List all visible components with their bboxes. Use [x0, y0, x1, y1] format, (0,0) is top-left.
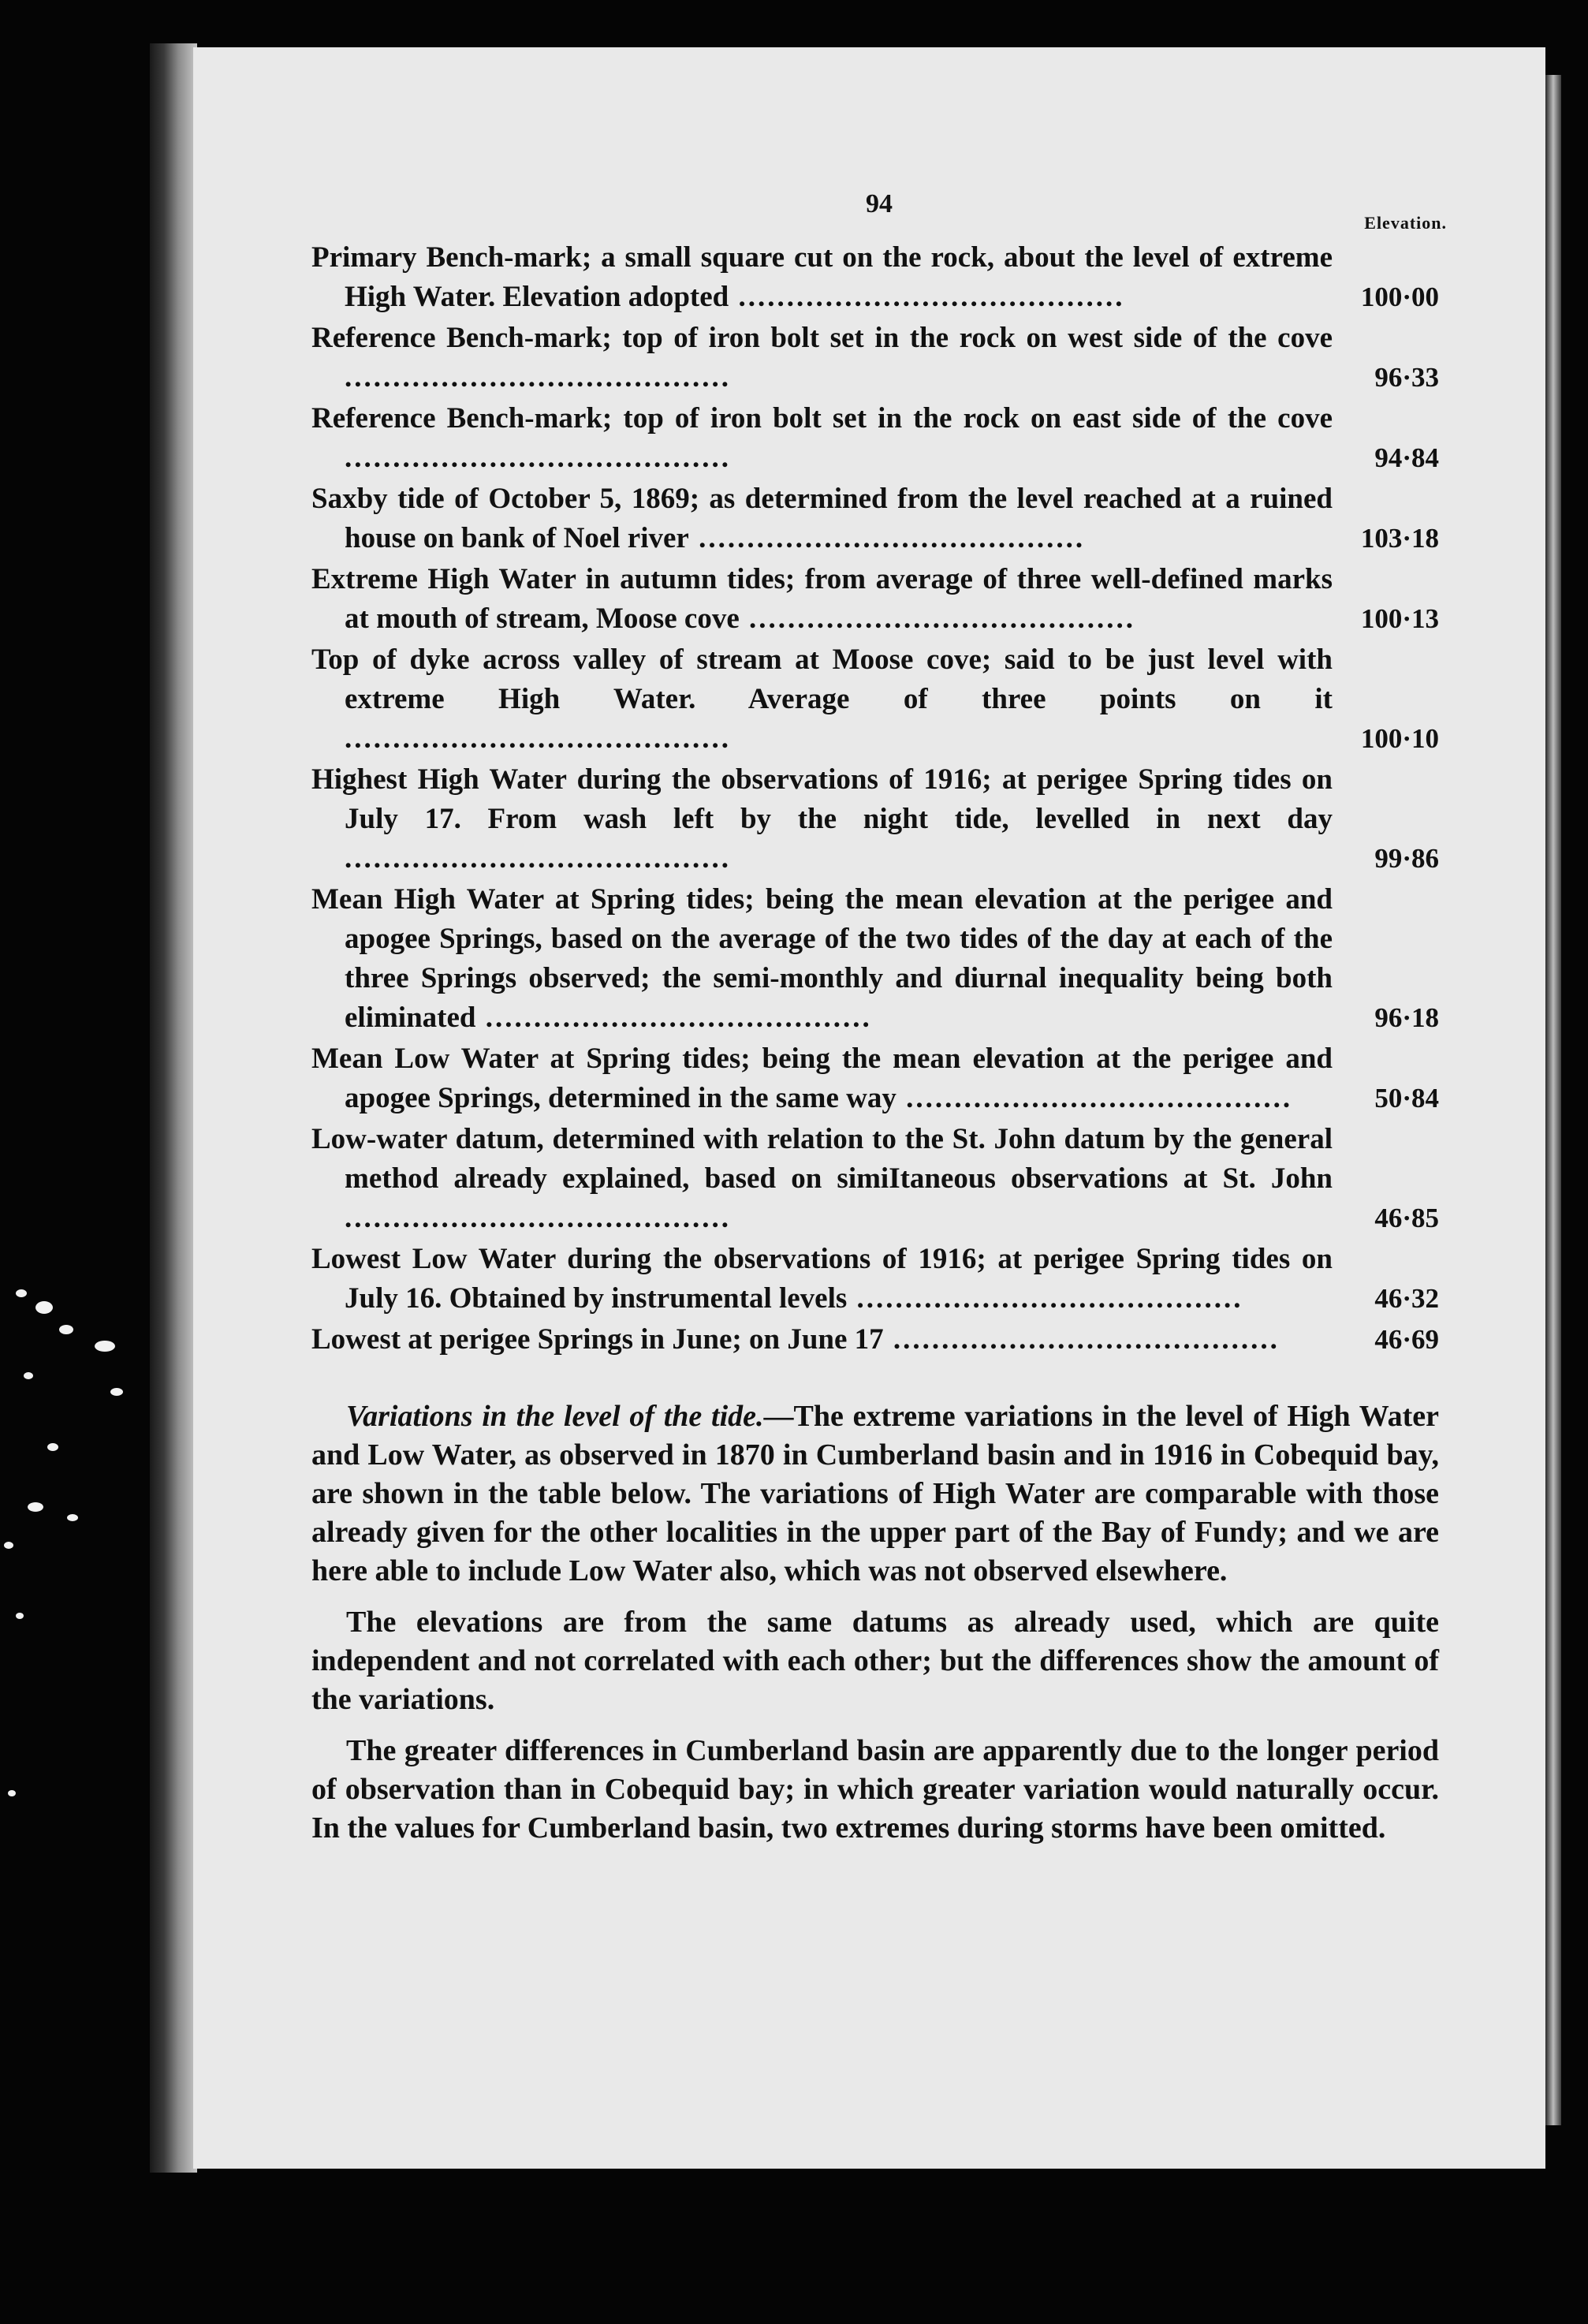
row-elevation: 46·69 — [1374, 1324, 1439, 1355]
page-number: 94 — [866, 189, 893, 218]
dot-leader: ........................................ — [345, 361, 731, 394]
table-row — [311, 1320, 1439, 1360]
table-row — [311, 479, 1439, 558]
row-description: Lowest Low Water during the observations of 1916; at perigee Spring tides on July 16. Obtained by instrumental levels ........................................ — [311, 1243, 1333, 1315]
page-content — [311, 189, 1447, 1860]
scan-speck — [47, 1443, 58, 1451]
elevation-column-header: Elevation. — [1364, 213, 1447, 233]
dot-leader: ........................................ — [475, 1002, 872, 1034]
scan-speck — [4, 1542, 13, 1549]
scan-speck — [28, 1502, 43, 1512]
paragraph-differences: The greater differences in Cumberland basin are apparently due to the longer period of observation than in Cobequid bay; in which greater variation would naturally occur. In the values for Cumberland basin, two extremes during storms have been omitted. — [311, 1734, 1439, 1845]
scan-speck — [95, 1341, 115, 1352]
table-row — [311, 1120, 1439, 1238]
dot-leader: ........................................ — [345, 842, 731, 875]
row-description: Top of dyke across valley of stream at Moose cove; said to be just level with extreme High Water. Average of three points on it ........................................ — [311, 643, 1333, 755]
table-row — [311, 880, 1439, 1038]
table-row — [311, 1240, 1439, 1319]
table-row — [311, 238, 1439, 317]
row-description: Lowest at perigee Springs in June; on June 17 ........................................ — [311, 1323, 1280, 1356]
dot-leader: ........................................ — [345, 722, 731, 755]
row-elevation: 99·86 — [1374, 843, 1439, 874]
paragraph-variations — [311, 1397, 1439, 1591]
book-binding — [150, 43, 197, 2173]
scan-speck — [110, 1388, 123, 1396]
row-description: Mean High Water at Spring tides; being the mean elevation at the perigee and apogee Springs, based on the average of the two tides of the day at each of the three Springs observed; the semi-monthly and diurnal inequality being both eliminated ........................................ — [311, 883, 1333, 1034]
row-description: Primary Bench-mark; a small square cut on the rock, about the level of extreme High Water. Elevation adopted ........................................ — [311, 241, 1333, 313]
row-description: Reference Bench-mark; top of iron bolt set in the rock on west side of the cove ........................................ — [311, 322, 1333, 394]
scan-speck — [24, 1372, 33, 1379]
scan-speck — [8, 1790, 16, 1796]
row-description: Saxby tide of October 5, 1869; as determined from the level reached at a ruined house on bank of Noel river ........................................ — [311, 483, 1333, 554]
dot-leader: ........................................ — [883, 1323, 1280, 1356]
table-row — [311, 399, 1439, 478]
table-row — [311, 1039, 1439, 1118]
row-description: Extreme High Water in autumn tides; from average of three well-defined marks at mouth of stream, Moose cove ........................................ — [311, 563, 1333, 635]
row-elevation: 100·13 — [1360, 603, 1439, 634]
scan-speck — [35, 1301, 53, 1314]
row-elevation: 94·84 — [1374, 442, 1439, 473]
paragraph-datums: The elevations are from the same datums as already used, which are quite independent and not correlated with each other; but the differences show the amount of the variations. — [311, 1606, 1439, 1716]
row-elevation: 100·00 — [1360, 282, 1439, 312]
row-description: Low-water datum, determined with relation to the St. John datum by the general method already explained, based on simiItaneous observations at St. John ........................................ — [311, 1123, 1333, 1234]
row-description: Mean Low Water at Spring tides; being the mean elevation at the perigee and apogee Springs, determined in the same way ........................................ — [311, 1043, 1333, 1114]
row-description: Highest High Water during the observations of 1916; at perigee Spring tides on July 17. From wash left by the night tide, levelled in next day ........................................ — [311, 763, 1333, 875]
row-description: Reference Bench-mark; top of iron bolt set in the rock on east side of the cove ........................................ — [311, 402, 1333, 474]
dot-leader: ........................................ — [688, 522, 1086, 554]
dot-leader: ........................................ — [896, 1082, 1293, 1114]
body-text — [311, 1397, 1439, 1848]
table-row — [311, 760, 1439, 878]
row-elevation: 46·32 — [1374, 1283, 1439, 1314]
row-elevation: 100·10 — [1360, 723, 1439, 754]
row-elevation: 50·84 — [1374, 1083, 1439, 1114]
row-elevation: 46·85 — [1374, 1203, 1439, 1233]
table-row — [311, 560, 1439, 639]
elevation-table — [311, 238, 1439, 1360]
dot-leader: ........................................ — [729, 281, 1125, 313]
facing-page-edge — [1545, 75, 1561, 2125]
scan-speck — [16, 1289, 27, 1297]
paragraph-text: —The extreme variations in the level of High Water and Low Water, as observed in 1870 in Cumberland basin and in 1916 in Cobequid bay, are shown in the table below. The variations of High Water are comparable with those already given for the other localities in the upper part of the Bay of Fundy; and we are here able to include Low Water also, which was not observed elsewhere. — [311, 1400, 1439, 1587]
dot-leader: ........................................ — [739, 602, 1135, 635]
table-row — [311, 319, 1439, 397]
dot-leader: ........................................ — [847, 1282, 1243, 1315]
dot-leader: ........................................ — [345, 442, 731, 474]
row-elevation: 96·18 — [1374, 1002, 1439, 1033]
row-elevation: 103·18 — [1360, 523, 1439, 554]
row-elevation: 96·33 — [1374, 362, 1439, 393]
scan-speck — [16, 1613, 24, 1619]
dot-leader: ........................................ — [345, 1202, 731, 1234]
table-row — [311, 640, 1439, 759]
section-lead: Variations in the level of the tide. — [346, 1400, 764, 1433]
scan-speck — [67, 1514, 78, 1521]
scan-speck — [59, 1325, 73, 1334]
